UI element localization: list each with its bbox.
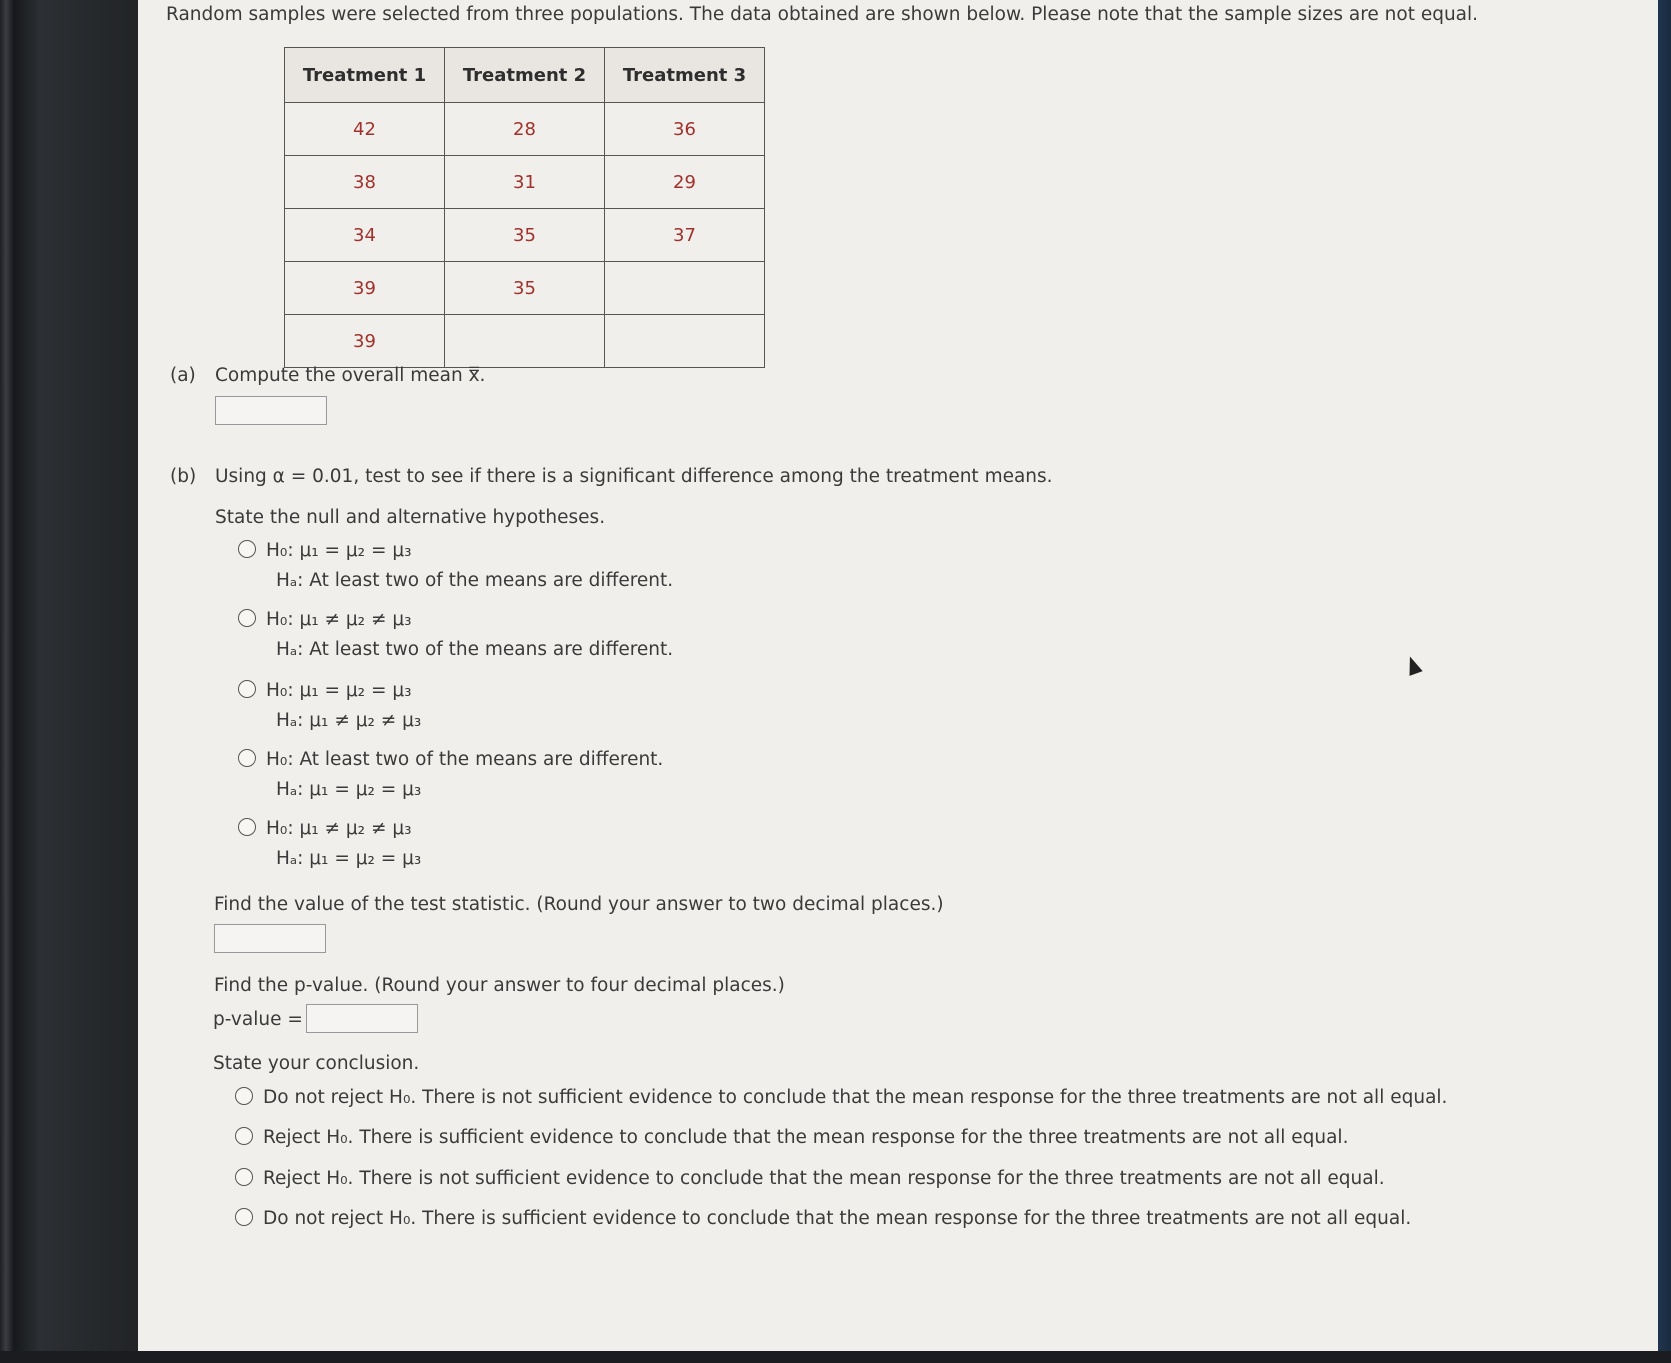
table-cell: 34 — [285, 209, 445, 262]
table-cell: 35 — [445, 262, 605, 315]
null-hypothesis-text: H₀: At least two of the means are different. — [266, 749, 664, 770]
radio-button[interactable] — [235, 1168, 253, 1186]
monitor-bezel-left — [0, 0, 150, 1363]
conclusion-prompt: State your conclusion. — [213, 1053, 420, 1074]
table-cell: 28 — [445, 103, 605, 156]
radio-button[interactable] — [238, 680, 256, 698]
radio-button[interactable] — [238, 749, 256, 767]
table-cell: 31 — [445, 156, 605, 209]
alt-hypothesis-text: Hₐ: At least two of the means are different. — [276, 639, 674, 660]
hypothesis-option-4[interactable] — [238, 749, 664, 800]
table-row — [285, 209, 765, 262]
conclusion-option-3[interactable] — [235, 1168, 1385, 1189]
pvalue-label: p-value = — [213, 1009, 303, 1030]
radio-button[interactable] — [238, 540, 256, 558]
table-header-row — [285, 48, 765, 103]
table-cell: 35 — [445, 209, 605, 262]
part-a-question: Compute the overall mean x̿. — [215, 365, 486, 386]
column-header: Treatment 1 — [285, 48, 445, 103]
monitor-bezel-bottom — [0, 1351, 1671, 1363]
table-cell — [445, 315, 605, 368]
null-hypothesis-text: H₀: μ₁ ≠ μ₂ ≠ μ₃ — [266, 609, 412, 630]
table-cell — [605, 262, 765, 315]
hypothesis-option-2[interactable] — [238, 609, 674, 660]
radio-button[interactable] — [238, 609, 256, 627]
null-hypothesis-text: H₀: μ₁ = μ₂ = μ₃ — [266, 540, 412, 561]
hypothesis-option-5[interactable] — [238, 818, 422, 869]
table-row — [285, 156, 765, 209]
null-hypothesis-text: H₀: μ₁ ≠ μ₂ ≠ μ₃ — [266, 818, 412, 839]
hypothesis-option-3[interactable] — [238, 680, 422, 731]
alt-hypothesis-text: Hₐ: μ₁ = μ₂ = μ₃ — [276, 848, 422, 869]
data-table — [284, 47, 765, 368]
alt-hypothesis-text: Hₐ: μ₁ ≠ μ₂ ≠ μ₃ — [276, 710, 422, 731]
radio-button[interactable] — [235, 1208, 253, 1226]
alt-hypothesis-text: Hₐ: At least two of the means are different. — [276, 570, 674, 591]
table-cell — [605, 315, 765, 368]
test-statistic-prompt: Find the value of the test statistic. (Round your answer to two decimal places.) — [214, 894, 944, 915]
conclusion-option-4[interactable] — [235, 1208, 1411, 1229]
table-row — [285, 315, 765, 368]
null-hypothesis-text: H₀: μ₁ = μ₂ = μ₃ — [266, 680, 412, 701]
column-header: Treatment 2 — [445, 48, 605, 103]
question-intro: Random samples were selected from three populations. The data obtained are shown below. Please note that the sample sizes are not equal. — [166, 4, 1479, 25]
conclusion-option-1[interactable] — [235, 1087, 1447, 1108]
column-header: Treatment 3 — [605, 48, 765, 103]
question-page — [138, 0, 1658, 1352]
part-b-question: Using α = 0.01, test to see if there is a significant difference among the treatment means. — [215, 466, 1053, 487]
radio-button[interactable] — [235, 1087, 253, 1105]
table-row — [285, 103, 765, 156]
table-cell: 29 — [605, 156, 765, 209]
table-cell: 38 — [285, 156, 445, 209]
part-b-label: (b) — [170, 466, 197, 487]
hypotheses-prompt: State the null and alternative hypotheses. — [215, 507, 606, 528]
pvalue-input[interactable] — [306, 1004, 418, 1033]
test-statistic-input[interactable] — [214, 924, 326, 953]
part-a-label: (a) — [170, 365, 196, 386]
conclusion-text: Reject H₀. There is not sufficient evidence to conclude that the mean response for the three treatments are not all equal. — [263, 1168, 1385, 1189]
conclusion-text: Do not reject H₀. There is sufficient evidence to conclude that the mean response for the three treatments are not all equal. — [263, 1208, 1412, 1229]
table-cell: 36 — [605, 103, 765, 156]
table-cell: 42 — [285, 103, 445, 156]
table-cell: 37 — [605, 209, 765, 262]
pvalue-prompt: Find the p-value. (Round your answer to four decimal places.) — [214, 975, 785, 996]
table-cell: 39 — [285, 262, 445, 315]
table-cell: 39 — [285, 315, 445, 368]
table-row — [285, 262, 765, 315]
alt-hypothesis-text: Hₐ: μ₁ = μ₂ = μ₃ — [276, 779, 422, 800]
conclusion-text: Do not reject H₀. There is not sufficient evidence to conclude that the mean response for the three treatments are not all equal. — [263, 1087, 1448, 1108]
radio-button[interactable] — [235, 1127, 253, 1145]
overall-mean-input[interactable] — [215, 396, 327, 425]
mouse-cursor-icon — [1403, 654, 1422, 676]
conclusion-text: Reject H₀. There is sufficient evidence to conclude that the mean response for the three treatments are not all equal. — [263, 1127, 1349, 1148]
hypothesis-option-1[interactable] — [238, 540, 674, 591]
radio-button[interactable] — [238, 818, 256, 836]
conclusion-option-2[interactable] — [235, 1127, 1348, 1148]
